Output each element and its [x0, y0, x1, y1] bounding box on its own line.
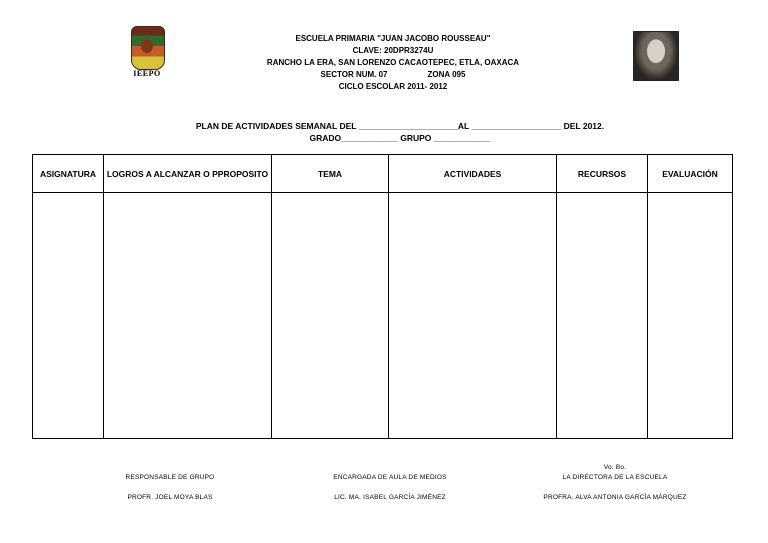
header-asignatura: ASIGNATURA: [33, 155, 104, 193]
header-recursos: RECURSOS: [557, 155, 648, 193]
activity-table: [32, 154, 733, 439]
sector-zona-line: [200, 69, 586, 81]
cell-asignatura[interactable]: [33, 193, 104, 439]
school-header: [200, 33, 586, 93]
cell-logros[interactable]: [104, 193, 272, 439]
plan-grade-group-line: GRADO____________ GRUPO ____________: [309, 133, 491, 143]
plan-title: [100, 120, 700, 144]
plan-dates-line: PLAN DE ACTIVIDADES SEMANAL DEL _____________________AL ___________________ DEL 2012.: [195, 121, 605, 131]
school-clave: CLAVE: 20DPR3274U: [352, 46, 434, 55]
school-ciclo: CICLO ESCOLAR 2011- 2012: [338, 82, 448, 91]
table-row: [33, 193, 733, 439]
header-tema: TEMA: [272, 155, 389, 193]
cell-tema[interactable]: [272, 193, 389, 439]
ieepo-logo: [126, 26, 168, 80]
vobo-label: Vo. Bo.: [603, 464, 627, 471]
school-sector: SECTOR NUM. 07: [320, 70, 388, 79]
responsable-name: PROFR. JOEL MOYA BLAS: [127, 494, 213, 501]
coat-of-arms-icon: [131, 26, 165, 70]
school-address: RANCHO LA ERA, SAN LORENZO CACAOTEPEC, ETLA, OAXACA: [266, 58, 520, 67]
responsable-title: RESPONSABLE DE GRUPO: [125, 474, 215, 481]
encargada-name: LIC. MA. ISABEL GARCÍA JIMÉNEZ: [334, 494, 446, 501]
cell-recursos[interactable]: [557, 193, 648, 439]
encargada-title: ENCARGADA DE AULA DE MEDIOS: [333, 474, 447, 481]
header-actividades: ACTIVIDADES: [389, 155, 557, 193]
header-logros: LOGROS A ALCANZAR O PPROPOSITO: [104, 155, 272, 193]
school-name: ESCUELA PRIMARIA "JUAN JACOBO ROUSSEAU": [295, 34, 491, 43]
school-zona: ZONA 095: [427, 70, 466, 79]
table-header-row: [33, 155, 733, 193]
logo-text: IEEPO: [133, 69, 161, 78]
cell-evaluacion[interactable]: [648, 193, 733, 439]
directora-name: PROFRA. ALVA ANTONIA GARCÍA MÁRQUEZ: [543, 494, 687, 501]
cell-actividades[interactable]: [389, 193, 557, 439]
header-evaluacion: EVALUACIÓN: [648, 155, 733, 193]
portrait-image: [633, 31, 679, 81]
directora-title: LA DIRECTORA DE LA ESCUELA: [562, 474, 668, 481]
